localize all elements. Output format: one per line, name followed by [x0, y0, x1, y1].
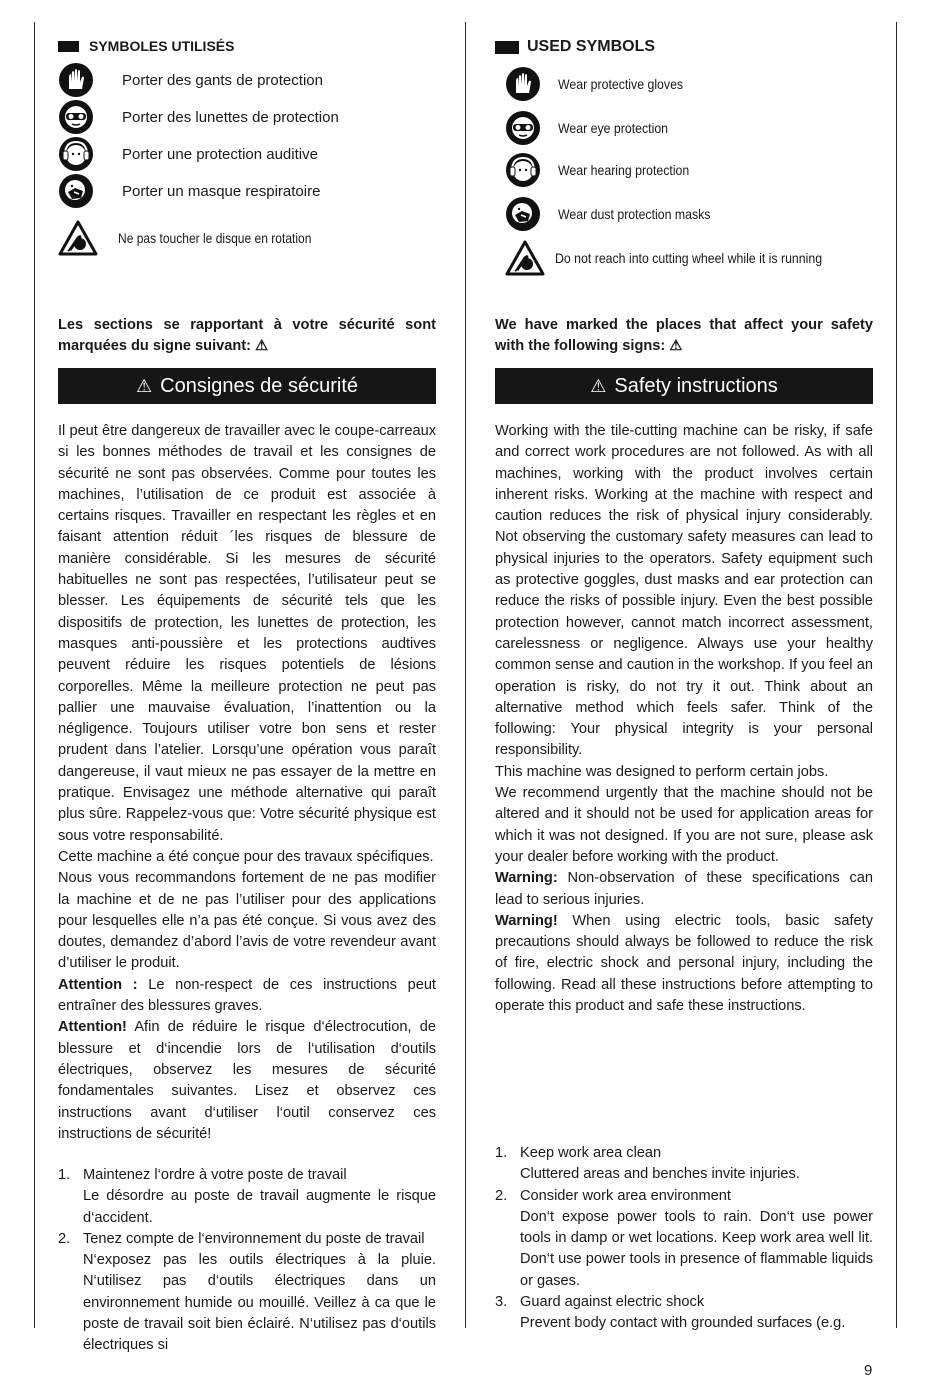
- attention-text: Le non-respect de ces instructions peut entraîner des blessures graves.: [58, 976, 436, 1015]
- safety-marked-note: [495, 315, 873, 357]
- list-item-body: [520, 1292, 873, 1335]
- symbol-ear-protection: [505, 152, 885, 188]
- list-item-title: Guard against electric shock: [520, 1294, 705, 1311]
- goggles-icon: [58, 99, 94, 135]
- gloves-icon: [58, 62, 94, 98]
- symbol-label: Do not reach into cutting wheel while it is running: [555, 250, 823, 266]
- attention-text: Afin de réduire le risque d‘électrocution, de blessure et d‘incendie lors de l‘utilisation d‘outils électriques, observez les mesures de sécurité fondamentales suivantes. Lisez et observez ces instructions avant d‘utiliser l‘outil conservez ces instructions de sécurité!: [58, 1019, 436, 1142]
- symbol-label: Porter une protection auditive: [122, 145, 318, 163]
- safety-list: [58, 1165, 436, 1357]
- safety-body-text: [58, 421, 436, 1145]
- list-item: [495, 1186, 873, 1292]
- warning-triangle-icon: ⚠: [669, 338, 683, 354]
- symbols-heading-text: SYMBOLES UTILISÉS: [89, 38, 235, 54]
- warning-paragraph: [495, 868, 873, 911]
- right-margin-rule: [896, 22, 897, 1328]
- warning-text: When using electric tools, basic safety precautions should always be followed to reduce the risk of fire, electric shock and personal injury, including the following. Read all these instructions before attempting to operate this product and safe these instructions.: [495, 912, 873, 1015]
- banner-title: Consignes de sécurité: [160, 374, 359, 397]
- dust-mask-icon: [505, 196, 541, 232]
- attention-label: Attention!: [58, 1019, 127, 1036]
- warning-triangle-icon: ⚠: [135, 375, 153, 396]
- symbol-dust-mask: [505, 196, 885, 232]
- symbols-heading: [495, 38, 655, 56]
- symbol-label: Porter des lunettes de protection: [122, 108, 339, 126]
- symbol-label: Wear dust protection masks: [558, 206, 711, 222]
- ear-protection-icon: [58, 136, 94, 172]
- warning-text: Non-observation of these specifications can lead to serious injuries.: [495, 870, 873, 908]
- symbols-heading-text: USED SYMBOLS: [527, 38, 656, 55]
- body-paragraph: Nous vous recommandons fortement de ne pas modifier la machine et de ne pas l’utiliser pour des applications pour lesquelles elle n’a pas été conçue. Si vous avez des doutes, demandez d’abord l’avis de votre revendeur avant d’utiliser le produit.: [58, 870, 436, 972]
- safety-marked-note: [58, 315, 436, 357]
- symbol-rotating-disc: [58, 220, 438, 256]
- rotating-disc-warning-icon: [58, 220, 98, 256]
- warning-triangle-icon: ⚠: [590, 375, 607, 396]
- list-number: 1.: [495, 1145, 508, 1161]
- banner-title: Safety instructions: [614, 374, 778, 397]
- safety-banner: [495, 368, 873, 404]
- body-paragraph: We recommend urgently that the machine should not be altered and it should not be used for application areas for which it was not designed. If you are not sure, please ask your dealer before working with the product.: [495, 785, 873, 865]
- warning-label: Warning!: [495, 912, 558, 929]
- list-item: [58, 1229, 436, 1357]
- heading-square-icon: [495, 41, 519, 54]
- symbol-rotating-disc: [505, 240, 885, 276]
- list-item: [58, 1165, 436, 1229]
- symbol-label: Porter des gants de protection: [122, 71, 323, 89]
- rotating-disc-warning-icon: [505, 240, 545, 276]
- dust-mask-icon: [58, 173, 94, 209]
- list-item-text: N‘exposez pas les outils électriques à la pluie. N‘utilisez pas d‘outils électriques dans un environnement humide ou mouillé. Veillez à ca que le poste de travail soit bien éclairé. N‘utilisez pas d‘outils électriques si: [83, 1252, 436, 1354]
- list-item-body: [83, 1165, 436, 1229]
- symbol-gloves: [58, 62, 438, 98]
- list-item-title: Maintenez l‘ordre à votre poste de travail: [83, 1167, 347, 1183]
- symbol-label: Wear hearing protection: [558, 162, 690, 178]
- symbol-dust-mask: [58, 173, 438, 209]
- ear-protection-icon: [505, 152, 541, 188]
- heading-square-icon: [58, 41, 79, 52]
- list-item-title: Consider work area environment: [520, 1187, 731, 1204]
- symbol-label: Ne pas toucher le disque en rotation: [118, 230, 312, 246]
- attention-paragraph: [58, 1017, 436, 1145]
- goggles-icon: [505, 110, 541, 146]
- safety-banner: [58, 368, 436, 404]
- list-item-title: Keep work area clean: [520, 1145, 662, 1161]
- list-item-text: Le désordre au poste de travail augmente le risque d‘accident.: [83, 1188, 436, 1226]
- list-item: [495, 1292, 873, 1335]
- center-column-rule: [465, 22, 466, 1328]
- gloves-icon: [505, 66, 541, 102]
- list-number: 2.: [58, 1230, 71, 1247]
- left-margin-rule: [34, 22, 35, 1328]
- list-item-title: Tenez compte de l‘environnement du poste de travail: [83, 1230, 425, 1247]
- attention-label: Attention :: [58, 976, 138, 993]
- symbol-goggles: [58, 99, 438, 135]
- list-number: 3.: [495, 1294, 508, 1311]
- page-number: 9: [864, 1362, 873, 1379]
- list-number: 2.: [495, 1187, 508, 1204]
- body-paragraph: Il peut être dangereux de travailler avec le coupe-carreaux si les bonnes méthodes de travail et les consignes de sécurité ne sont pas observées. Comme pour toutes les machines, l’utilisation de ce produit est associée à certains risques. Travailler en respectant les règles et en faisant attention réduit ´les risques de blessure de manière considérable. Si les mesures de sécurité habituelles ne sont pas respectées, l’utilisateur peut se blesser. Les équipements de sécurité tels que les dispositifs de protection, les lunettes de protection, les masques anti-poussière et les protections audtives peuvent réduire les risques potentiels de lésions corporelles. Même la meilleure protection ne peut pas pallier une mauvaise évaluation, l’inattention ou la négligence. Toujours utiliser votre bon sens et rester prudent dans l’atelier. Lorsqu’une opération vous paraît dangereuse, il vaut mieux ne pas essayer de la mettre en pratique. Envisagez une méthode alternative qui paraît plus sûre. Rappelez-vous que: Votre sécurité physique est sous votre responsabilité.: [58, 423, 436, 844]
- symbol-label: Wear protective gloves: [558, 76, 684, 92]
- list-item-body: [520, 1186, 873, 1292]
- list-number: 1.: [58, 1167, 71, 1183]
- list-item-text: Don‘t expose power tools to rain. Don‘t use power tools in damp or wet locations. Keep work area well lit. Don‘t use power tools in presence of flammable liquids or gases.: [520, 1208, 873, 1289]
- marked-note-text: Les sections se rapportant à votre sécurité sont marquées du signe suivant:: [58, 317, 436, 354]
- body-paragraph: This machine was designed to perform certain jobs.: [495, 763, 829, 780]
- list-item-text: Cluttered areas and benches invite injuries.: [520, 1166, 800, 1183]
- list-item-body: [520, 1143, 873, 1186]
- list-item-body: [83, 1229, 436, 1357]
- symbol-ear-protection: [58, 136, 438, 172]
- warning-triangle-icon: ⚠: [255, 338, 269, 354]
- warning-paragraph: [495, 911, 873, 1017]
- symbol-label: Wear eye protection: [558, 120, 669, 136]
- body-paragraph: Working with the tile-cutting machine can be risky, if safe and correct work procedures are not followed. As with all machines, working with the product involves certain inherent risks. Working at the machine with respect and caution reduces the risk of physical injury considerably. Not observing the customary safety measures can lead to physical injuries to the operators. Safety equipment such as protective goggles, dust masks and ear protection can reduce the risks of possible injury. Even the best possible protection however, cannot match incorrect assessment, carelessness or negligence. Always use your healthy common sense and caution in the workshop. If you feel an operation is risky, do not try it out. Think about an alternative method which feels safer. Think of the following: Your physical integrity is your personal responsibility.: [495, 423, 873, 759]
- safety-body-text: [495, 421, 873, 1017]
- symbol-label: Porter un masque respiratoire: [122, 182, 321, 200]
- symbol-gloves: [505, 66, 885, 102]
- safety-list: [495, 1143, 873, 1335]
- body-paragraph: Cette machine a été conçue pour des travaux spécifiques.: [58, 848, 434, 865]
- symbol-goggles: [505, 110, 885, 146]
- attention-paragraph: [58, 975, 436, 1018]
- warning-label: Warning:: [495, 870, 558, 887]
- symbols-heading: [58, 38, 234, 54]
- marked-note-text: We have marked the places that affect your safety with the following signs:: [495, 317, 873, 354]
- list-item: [495, 1143, 873, 1186]
- list-item-text: Prevent body contact with grounded surfaces (e.g.: [520, 1315, 846, 1332]
